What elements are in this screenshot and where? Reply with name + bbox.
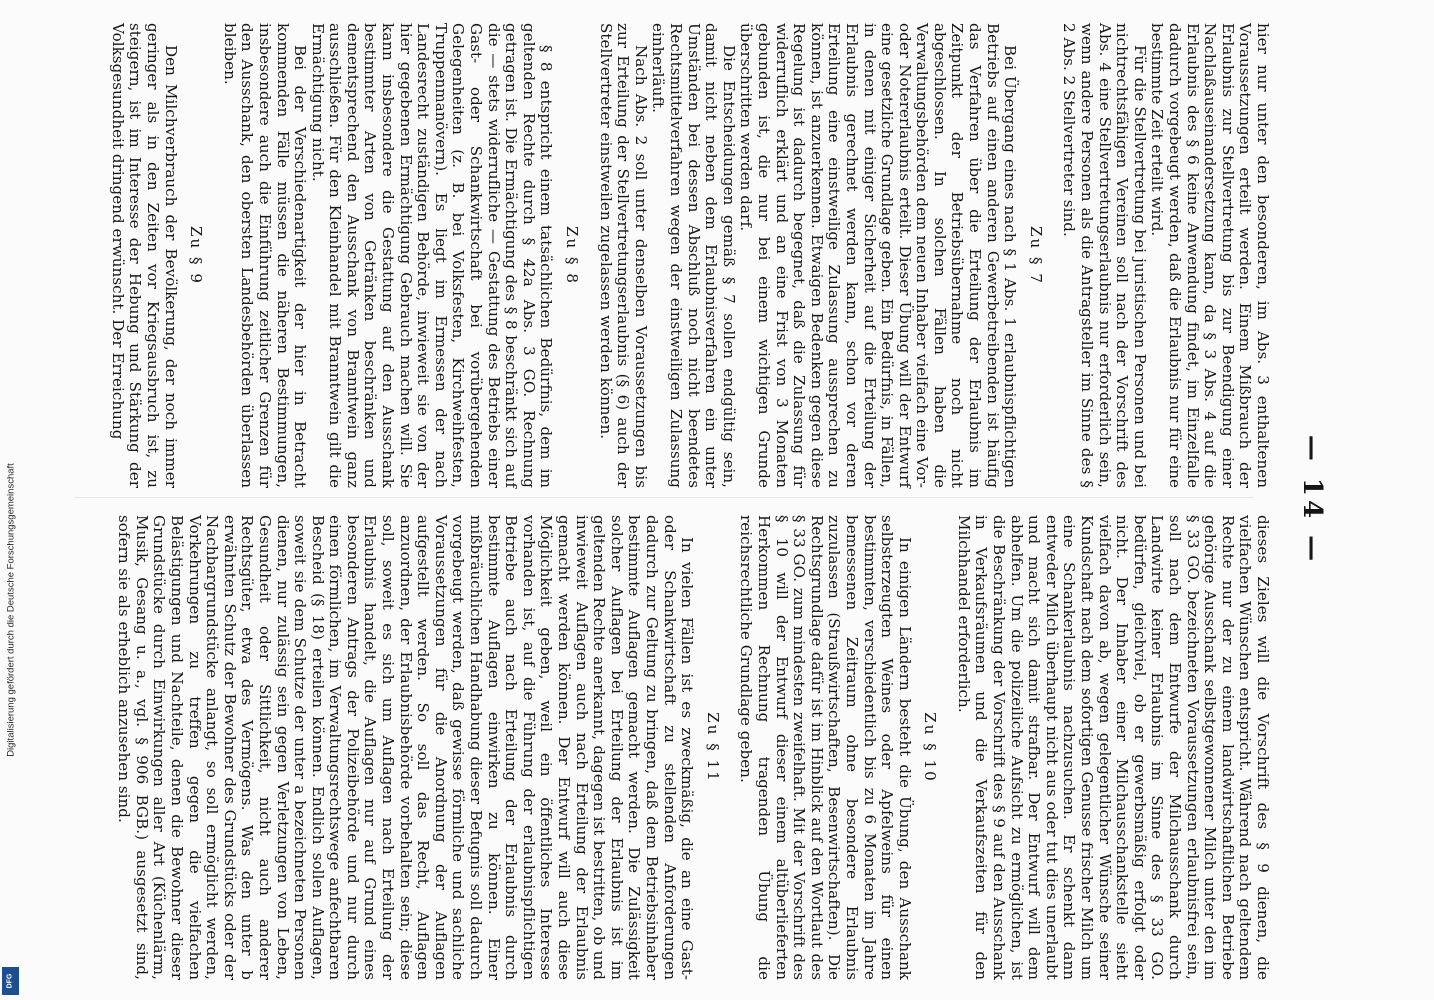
column-divider (74, 497, 1254, 498)
paragraph: Die Entscheidungen gemäß § 7 sollen endgültig sein, damit nicht neben dem Erlaubnisverfahren ein unter Umständen bei dessen Abschluß noch nicht beendetes Rechtsmittelverfahren wegen der einstweiligen Zulassung einherläuft. (649, 23, 738, 488)
section-heading-8: Zu § 8 (563, 226, 582, 285)
section-heading-9: Zu § 9 (187, 226, 206, 285)
page-number: — 14 — (1297, 434, 1327, 566)
dfg-logo (2, 967, 19, 995)
paragraph: Für die Stellvertretung bei juristischen Personen und bei nichtrechtsfähigen Vereinen soll nach der Vorschrift des Abs. 4 eine Stellvertretungserlaubnis nur erforderlich sein, wenn andere Personen als die Antragsteller im Sinne des § 2 Abs. 2 Stellvertreter sind. (1060, 23, 1149, 488)
paragraph: In vielen Fällen ist es zweckmäßig, die an eine Gast- oder Schankwirtschaft zu stellenden Anforderungen dadurch zur Geltung zu bringen, daß dem Betriebsinhaber bestimmte Auflagen gemacht werden. Die Zulässigkeit solcher Auflagen bei Erteilung der Erlaubnis ist im geltenden Rechte anerkannt, dagegen ist bestritten, ob und inwieweit Auflagen auch nach Erteilung der Erlaubnis gemacht werden können. Der Entwurf will auch diese Möglichkeit geben, weil ein öffentliches Interesse vorhanden ist, auf die Führung der erlaubnispflichtigen Betriebe auch nach Erteilung der Erlaubnis durch bestimmte Auflagen einwirken zu können. Einer mißbräuchlichen Handhabung dieser Befugnis soll dadurch vorgebeugt werden, daß gewisse förmliche und sachliche Voraussetzungen für die Anordnung der Auflagen aufgestellt werden. So soll das Recht, Auflagen anzuordnen, der Erlaubnisbehörde vorbehalten sein; diese soll, soweit es sich um Auflagen nach Erteilung der Erlaubnis handelt, die Auflagen nur auf Grund eines besonderen Antrags der Polizeibehörde und nur durch einen förmlichen, im Verwaltungsrechtswege anfechtbaren Bescheid (§ 18) erteilen können. Endlich sollen Auflagen, soweit sie dem Schutze der unter a bezeichneten Personen dienen, nur zulässig sein gegen Verletzungen von Leben, Gesundheit oder Sittlichkeit, nicht auch anderer Rechtsgüter, etwa des Vermögens. Was den unter b erwähnten Schutz der Bewohner des Grundstücks oder der Nachbargrundstücke anlangt, so soll ermöglicht werden, Vorkehrungen zu treffen gegen die vielfachen Belästigungen und Nachteile, denen die Bewohner dieser Grundstücke durch Einwirkungen aller Art (Küchenlärm, Musik, Gesang u. a., vgl. § 906 BGB.) ausgesetzt sind, sofern sie als erheblich anzusehen sind. (115, 515, 697, 980)
paragraph: Bei Übergang eines nach § 1 Abs. 1 erlaubnispflichtigen Betriebs auf einen anderen Gewerbetreibenden ist häufig das Verfahren über die Erteilung der Erlaubnis im Zeitpunkt der Betriebsübernahme noch nicht abgeschlossen. In solchen Fällen haben die Verwaltungsbehörden dem neuen Inhaber vielfach eine Vor- oder Notererlaubnis erteilt. Dieser Übung will der Entwurf eine gesetzliche Grundlage geben. Ein Bedürfnis, in Fällen, in denen mit einiger Sicherheit auf die Erteilung der Erlaubnis gerechnet werden kann, schon vor deren Erteilung eine einstweilige Zulassung aussprechen zu können, ist anzuerkennen. Etwaigen Bedenken gegen diese Regelung ist dadurch begegnet, daß die Zulassung für widerruflich erklärt und an eine Frist von 3 Monaten gebunden ist, die nur bei einem wichtigen Grunde überschritten werden darf. (737, 23, 1020, 488)
right-text-column (115, 515, 1271, 980)
paragraph: hier nur unter den besonderen, im Abs. 3 enthaltenen Voraussetzungen erteilt werden. Einem Mißbrauch der Erlaubnis zur Stellvertretung bis zur Beendigung einer Nachlaßauseinandersetzung kann, da § 3 Abs. 4 auf die Erlaubnis des § 6 keine Anwendung findet, im Einzelfalle dadurch vorgebeugt werden, daß die Erlaubnis nur für eine bestimmte Zeit erteilt wird. (1148, 23, 1272, 488)
paragraph: In einigen Ländern besteht die Übung, den Ausschank selbsterzeugten Weines oder Apfelweins für einen bestimmten, verschiedentlich bis zu 6 Monaten im Jahre bemessenen Zeitraum ohne besondere Erlaubnis zuzulassen (Straußwirtschaften, Besenwirtschaften). Die Rechtsgrundlage dafür ist im Hinblick auf den Wortlaut des § 33 GO. zum mindesten zweifelhaft. Mit der Vorschrift des § 10 will der Entwurf dieser einem altüberlieferten Herkommen Rechnung tragenden Übung die reichsrechtliche Grundlage geben. (737, 515, 914, 980)
paragraph: § 8 entspricht einem tatsächlichen Bedürfnis, dem im geltenden Rechte durch § 42a Abs. 3 GO. Rechnung getragen ist. Die Ermächtigung des § 8 beschränkt sich auf die — stets widerrufliche — Gestattung des Betriebs einer Gast- oder Schankwirtschaft bei vorübergehenden Gelegenheiten (z. B. bei Volksfesten, Kirchweihfesten, Truppenmanövern). Es liegt im Ermessen der nach Landesrecht zuständigen Behörde, inwieweit sie von der hier gegebenen Ermächtigung Gebrauch machen will. Sie kann insbesondere die Gestattung auf den Ausschank bestimmter Arten von Getränken beschränken und dementsprechend den Ausschank von Branntwein ganz ausschließen. Für den Kleinhandel mit Branntwein gilt die Ermächtigung nicht. (308, 23, 556, 488)
section-heading-10: Zu § 10 (921, 712, 940, 783)
paragraph: Bei der Verschiedenartigkeit der hier in Betracht kommenden Fälle müssen die näheren Bestimmungen, insbesondere auch die Einführung zeitlicher Grenzen für den Ausschank, den obersten Landesbehörden überlassen bleiben. (220, 23, 310, 488)
left-text-column (108, 23, 1271, 488)
section-heading-11: Zu § 11 (703, 712, 722, 783)
digitization-footer (0, 0, 22, 1000)
funding-credit: Digitalisierung gefördert durch die Deutsche Forschungsgemeinschaft (5, 463, 17, 757)
dfg-logo-text: DFG (6, 973, 14, 989)
paragraph: Nach Abs. 2 soll unter denselben Voraussetzungen bis zur Erteilung der Stellvertretungserlaubnis (§ 6) auch der Stellvertreter einstweilen zugelassen werden können. (596, 23, 650, 488)
paragraph: dieses Zieles will die Vorschrift des § 9 dienen, die vielfachen Wünschen entspricht. Während nach geltendem Rechte nur der zu einem landwirtschaftlichen Betriebe gehörige Ausschank selbstgewonnener Milch unter den im § 33 GO. bezeichneten Voraussetzungen erlaubnisfrei sein, soll nach dem Entwurfe der Milchausschank durch Landwirte keiner Erlaubnis im Sinne des § 33 GO. bedürfen, gleichviel, ob er gewerbsmäßig erfolgt oder nicht. Der Inhaber einer Milchausschankstelle sieht vielfach davon ab, wegen gelegentlicher Wünsche seiner Kundschaft nach dem sofortigen Genusse frischer Milch um eine Schankerlaubnis nachzusuchen. Er schenkt dann entweder Milch überhaupt nicht aus oder tut dies unerlaubt und macht sich damit strafbar. Der Entwurf will dem abhelfen. Um die polizeiliche Aufsicht zu ermöglichen, ist die Beschränkung der Vorschrift des § 9 auf den Ausschank in Verkaufsräumen und die Verkaufszeiten für den Milchhandel erforderlich. (954, 515, 1272, 980)
section-heading-7: Zu § 7 (1026, 226, 1045, 285)
paragraph: Den Milchverbrauch der Bevölkerung, der noch immer geringer als in den Zeiten vor Kriegsausbruch ist, zu steigern, ist im Interesse der Hebung und Stärkung der Volksgesundheit dringend erwünscht. Der Erreichung (108, 23, 180, 488)
